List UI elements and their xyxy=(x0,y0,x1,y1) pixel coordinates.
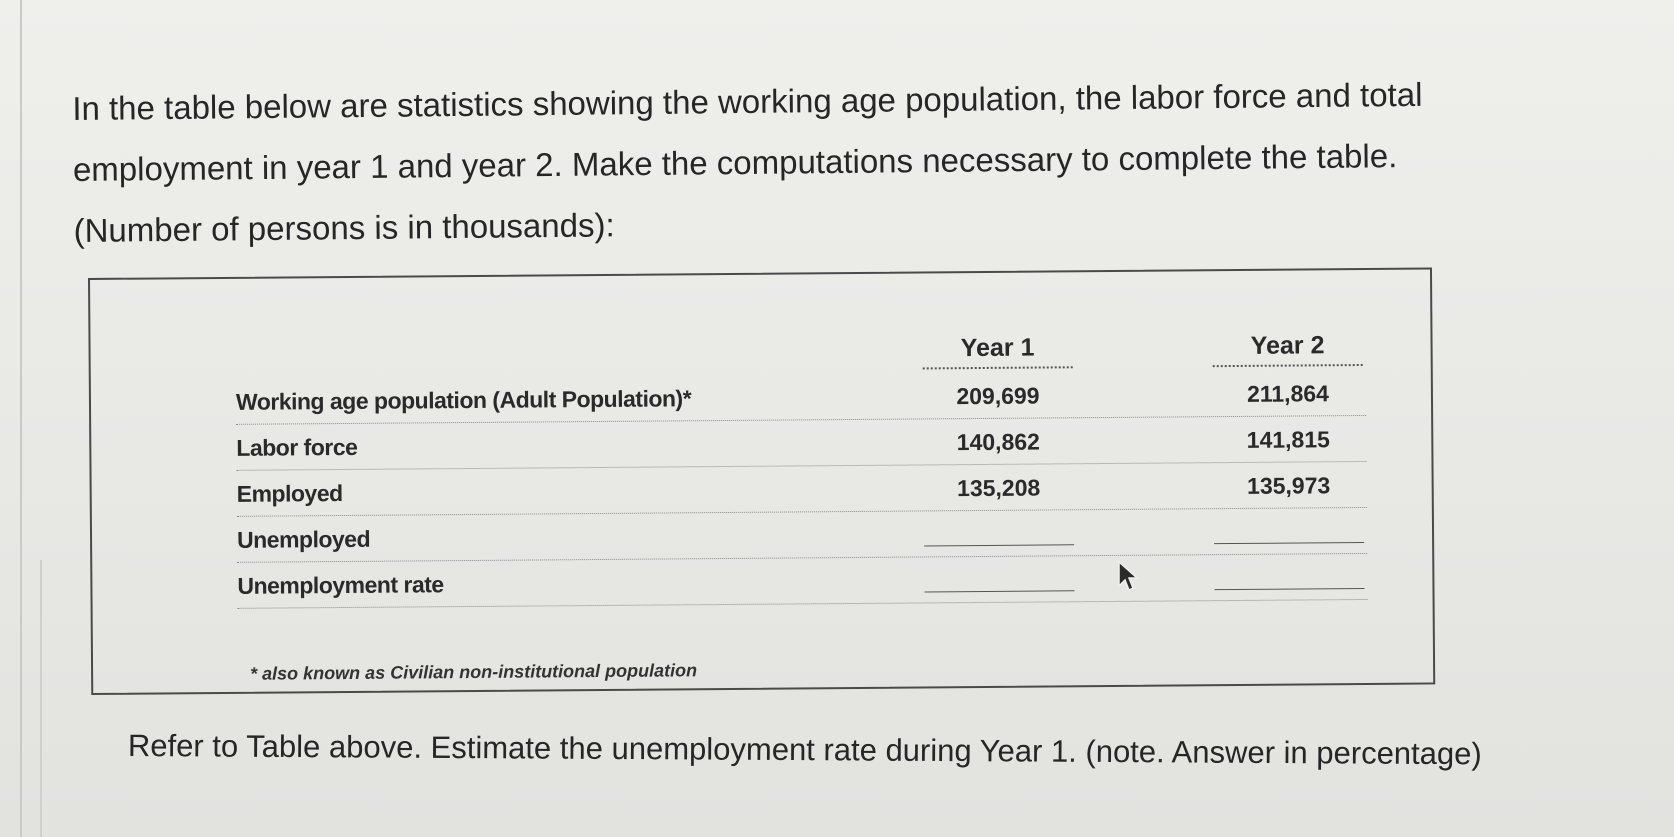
cell-year-2: 141,815 xyxy=(1246,426,1330,453)
blank-year-1[interactable] xyxy=(924,544,1074,546)
cell-year-1: 140,862 xyxy=(956,428,1040,456)
stats-table xyxy=(235,330,1367,684)
row-label: Working age population (Adult Population)* xyxy=(235,385,692,415)
table-row-unemployment-rate xyxy=(237,554,1367,609)
row-label: Labor force xyxy=(236,433,358,461)
table-footnote: * also known as Civilian non-institutional population xyxy=(250,660,698,684)
page-edge-divider xyxy=(20,0,22,837)
column-header-year-1: Year 1 xyxy=(922,333,1072,369)
cell-year-1: 135,208 xyxy=(956,474,1041,502)
blank-year-2[interactable] xyxy=(1214,542,1364,544)
blank-year-1[interactable] xyxy=(924,590,1074,592)
question-line-2: employment in year 1 and year 2. Make the computations necessary to complete the table. xyxy=(72,137,1398,188)
row-label: Unemployment rate xyxy=(237,571,444,599)
question-text xyxy=(72,62,1614,261)
cell-year-1: 209,699 xyxy=(956,382,1040,410)
question-line-3: (Number of persons is in thousands): xyxy=(73,206,615,249)
mouse-pointer-icon xyxy=(1117,560,1139,592)
prompt-text: Refer to Table above. Estimate the unemployment rate during Year 1. (note. Answer in percentage) xyxy=(127,728,1482,772)
row-label: Unemployed xyxy=(236,525,371,553)
blank-year-2[interactable] xyxy=(1214,588,1364,590)
cell-year-2: 135,973 xyxy=(1246,472,1331,499)
cell-year-2: 211,864 xyxy=(1246,380,1329,407)
page-edge-divider-inner xyxy=(40,560,42,837)
question-line-1: In the table below are statistics showing the working age population, the labor force and total xyxy=(72,75,1423,127)
row-label: Employed xyxy=(236,480,343,507)
table-frame xyxy=(88,267,1435,695)
column-header-year-2: Year 2 xyxy=(1212,331,1362,367)
